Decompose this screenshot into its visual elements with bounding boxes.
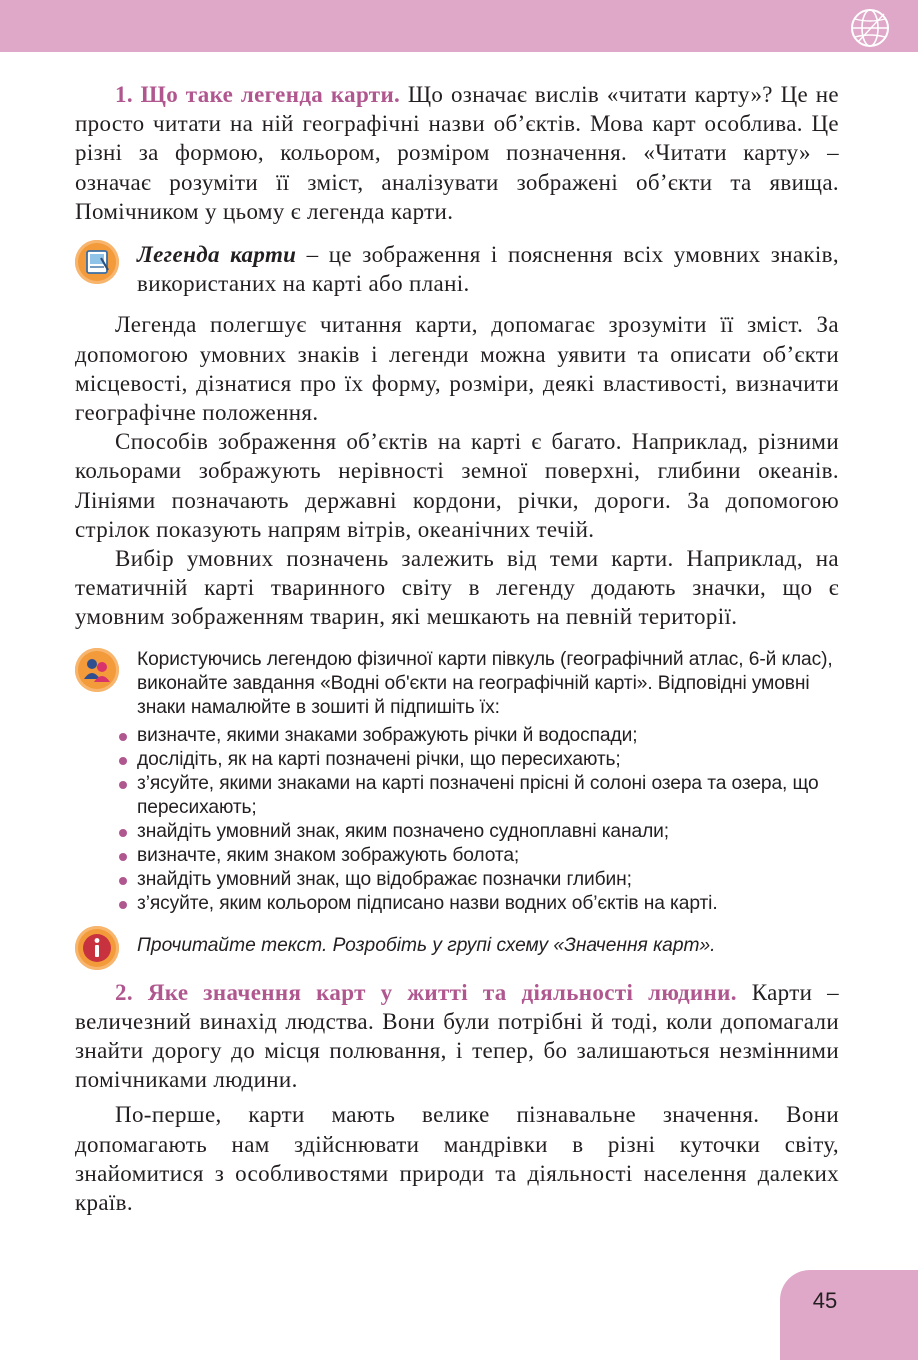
task-block <box>75 648 839 916</box>
page-number-tab <box>780 1270 918 1360</box>
definition-text <box>137 240 839 298</box>
definition-term: Легенда карти <box>137 242 297 268</box>
page-content <box>75 80 839 1217</box>
task-item: визначте, яким знаком зображують болота; <box>115 844 839 868</box>
section1-text: Що означає вислів «читати карту»? Це не просто читати на ній географічні назви об’єктів. Мова карт особлива. Це різні за формою, кольором, розміром позначення. «Читати карту» – означає розуміти її зміст, аналізувати зображені об’єкти та явища. Помічником у цьому є легенда карти. <box>75 82 839 224</box>
definition-body: – це зображення і пояснення всіх умовних знаків, використаних на карті або плані. <box>137 242 839 297</box>
closing-paragraph: По-перше, карти мають велике пізнавальне значення. Вони допомагають нам здійснювати мандрівки в різні куточки світу, знайомитися з особливостями природи та діяльності населення далеких країв. <box>75 1102 839 1216</box>
top-header-band <box>0 0 918 52</box>
section2-paragraph <box>75 978 839 1095</box>
task-item: знайдіть умовний знак, що відображає позначки глибин; <box>115 868 839 892</box>
task-item: визначте, якими знаками зображують річки й водоспади; <box>115 724 839 748</box>
body-paragraph-1: Легенда полегшує читання карти, допомагає зрозуміти її зміст. За допомогою умовних знаків і легенди можна уявити та описати об’єкти місцевості, дізнатися про їх форму, розміри, деякі властивості, визначити географічне положення. <box>75 312 839 426</box>
section1-heading: 1. Що таке легенда карти. <box>115 82 401 107</box>
section1-paragraph <box>75 80 839 226</box>
definition-block <box>75 240 839 298</box>
body-paragraph-3: Вибір умовних позначень залежить від теми карти. Наприклад, на тематичній карті тваринного світу в легенду додають значки, що є умовним зображенням тварин, які мешкають на певній території. <box>75 546 839 630</box>
task-item: дослідіть, як на карті позначені річки, що пересихають; <box>115 748 839 772</box>
group-work-icon <box>75 648 119 692</box>
body-paragraph-2: Способів зображення об’єктів на карті є багато. Наприклад, різними кольорами зображують нерівності земної поверхні, глибини океанів. Лініями позначають державні кордони, річки, дороги. За допомогою стрілок показують напрям вітрів, океанічних течій. <box>75 429 839 542</box>
task-item: з’ясуйте, якими знаками на карті позначені прісні й солоні озера та озера, що пересихають; <box>115 772 839 820</box>
info-icon <box>75 926 119 970</box>
task-intro: Користуючись легендою фізичної карти півкуль (географічний атлас, 6-й клас), виконайте завдання «Водні об'єкти на географічній карті». Відповідні умовні знаки намалюйте в зошиті й підпишіть їх: <box>137 648 833 718</box>
page-number: 45 <box>812 1288 838 1313</box>
task-item: знайдіть умовний знак, яким позначено судноплавні канали; <box>115 820 839 844</box>
info-block <box>75 926 839 970</box>
info-text: Прочитайте текст. Розробіть у групі схему «Значення карт». <box>137 934 716 956</box>
section2-heading: 2. Яке значення карт у житті та діяльності людини. <box>115 979 737 1005</box>
globe-icon <box>850 8 890 48</box>
task-item: з’ясуйте, яким кольором підписано назви водних об’єктів на карті. <box>115 892 839 916</box>
section2-text: Карти – величезний винахід людства. Вони були потрібні й тоді, коли допомагали знайти дорогу до місця полювання, і тепер, бо залишаються незмінними помічниками людини. <box>75 979 839 1093</box>
notebook-icon <box>75 240 119 284</box>
task-list <box>115 724 839 916</box>
